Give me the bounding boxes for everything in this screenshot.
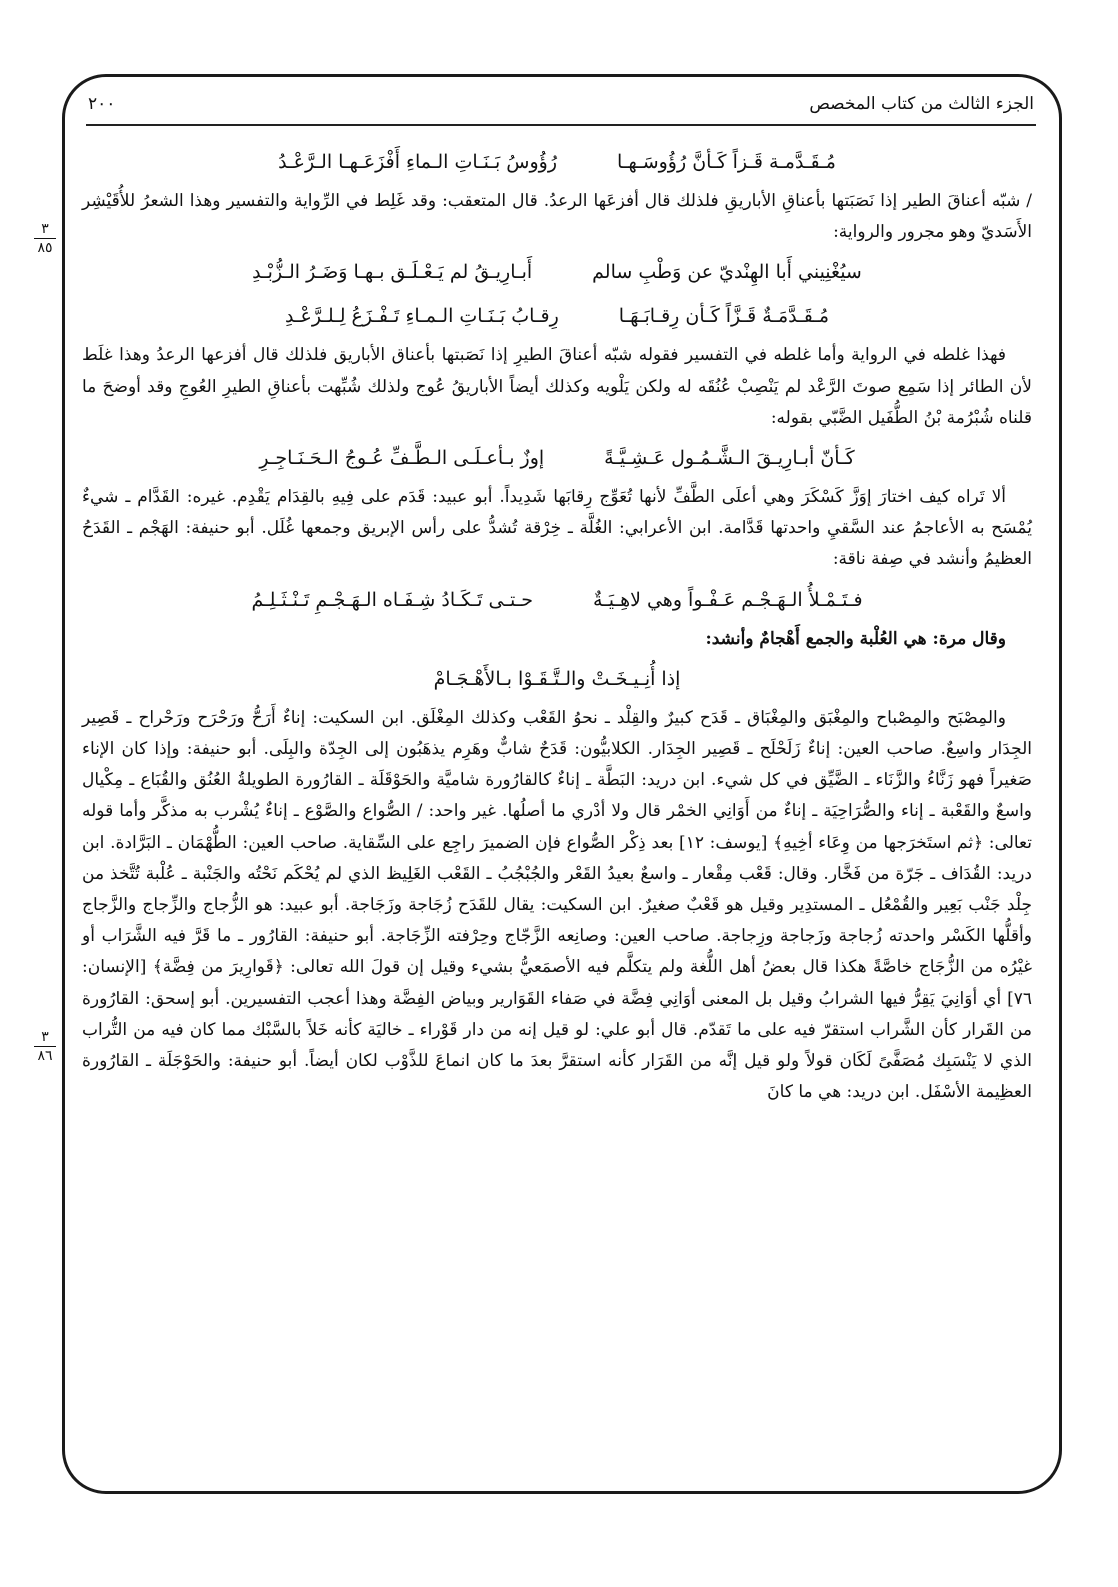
- paragraph: فهذا غلطه في الرواية وأما غلطه في التفسير فقوله شبّه أعناقَ الطيرِ إذا نَصَبتها بأعناق الأباريق فلذلك قال أفزعها الرعدُ وهذا غلَط لأن الطائر إذا سَمِع صوتَ الرَّعْد لم يَنْصِبْ عُنُقَه له ولكن يَلْويه وكذلك أيضاً الأباريقُ عُوج ولذلك شُبِّهت بأعناقِ الطيرِ العُوجِ وقد أوضحَ ما قلناه شُبْرُمة بْنُ الطُّفَيل الضَّبّي بقوله:: [82, 345, 1032, 428]
- verse-line: [82, 580, 1032, 620]
- paragraph: والمِصْبَح والمِصْباح والمِغْبَق والمِغْبَاق ـ قَدَح كبيرٌ والقِلْد ـ نحوُ القَعْب وكذلك المِغْلَق. ابن السكيت: إناءٌ أَرَحُّ ورَحْرَح ورَحْراح ـ قَصِير الجِدَار واسِعٌ. صاحب العين: إناءٌ زَلَحْلَح ـ قَصِير الجِدَار. الكلابيُّون: قَدَحٌ شابٌّ وهَرِم يذهَبُون إلى الجِدّة والبِلَى. أبو حنيفة: وإذا كان الإناء صَغيراً فهو زَنَّاءُ والزَّنَاء ـ الضَّيِّق في كل شيء. ابن دريد: البَطَّة ـ إناءٌ كالقارُورة شاميَّة والحَوْقَلَة ـ القارُورة الطويلةُ العُنُق والقُبَاع ـ مِكْيال واسعٌ والقَعْبة ـ إناء والصُّرَاحِيَة ـ إناءٌ من أَوَانِي الخمْر قال ولا أدْري ما أصلُها. غير واحد: / الصُّواع والصَّوْع ـ إناءٌ يُشْرب به مذكَّر وأما قوله تعالى: ﴿ثم استَخرَجها من وِعَاء أخِيهِ﴾ [يوسف: ١٢] بعد ذِكْر الصُّواع فإن الضميرَ راجِع على السِّقاية. صاحب العين: الطُّهْمَان ـ البَرَّادة. ابن دريد: القُدَاف ـ جَرّة من فَخَّار. وقال: قَعْب مِقْعار ـ واسعٌ بعيدُ القَعْر والجُبْجُبُ ـ القَعْب الغَلِيظ الذي لم يُحْكَم نَحْتُه والجَنْبة ـ عُلْبة تُتَّخذ من جِلْد جَنْب بَعِير والقُمْعُل ـ المستدِير وقيل هو قَعْبٌ صغيرٌ. ابن السكيت: يقال للقَدَح زُجَاجة وزَجَاجة. أبو عبيد: هو الزُّجاج والزِّجاج والزَّجاج وأقلُّها الكَسْر واحدته زُجاجة وزَجاجة وزِجاجة. صاحب العين: وصانِعه الزَّجّاج وحِرْفته الزِّجَاجة. أبو حنيفة: القارُور ـ ما قَرَّ فيه الشَّرَاب أو غيْرُه من الزُّجَاج خاصَّةً هكذا قال بعضُ أهل اللُّغة ولم يتكلَّم فيه الأصمَعيُّ بشيء وقيل إن قولَ الله تعالى: ﴿قَوارِيرَ من فِضَّة﴾ [الإنسان: ٧٦] أي أوَانِيَ يَقِرُّ فيها الشرابُ وقيل بل المعنى أوَانِي فِضَّة في صَفاء القَوَارير وبياض الفِضَّة وهذا أعجب التفسيرين. أبو إسحق: القارُورة من القَرار كأن الشَّراب استقرّ فيه على ما تَقدّم. قال أبو علي: لو قيل إنه من دار قَوْراء ـ خاليَة كأنه خَلاً بالسَّبْك مما كان فيه من التُّراب الذي لا يَنْسَبِك مُصَفَّىً لَكَان قولاً ولو قيل إنَّه من القَرَار كأنه استقرَّ بعدَ ما كان انماعَ للذَّوْب لكان أيضاً. أبو حنيفة: والحَوْجَلَة ـ القارُورة العظِيمة الأسْفَل. ابن دريد: هي ما كانَ: [82, 707, 1032, 1103]
- margin-marker: [34, 1030, 56, 1063]
- verse-hemistich-right: سيُغْنِيني أَبا الهِنْديّ عن وَطْبِ سالم: [592, 261, 862, 284]
- paragraph: / شبّه أعناقَ الطير إذا نَصَبَتها بأعناقِ الأباريقِ فلذلك قال أفزعَها الرعدُ. قال المتعقب: وقد غَلِط في الرِّواية والتفسير وهذا الشعرُ للأُقَيْشِر الأَسَديّ وهو مجرور والرواية:: [82, 191, 1032, 243]
- verse-hemistich-right: مُـقَـدَّمـة قَـزاً كَـأنَّ رُؤُوسَـهـا: [617, 151, 836, 173]
- verse-hemistich-left: حـتـى تَـكَـادُ شِـفَـاه الـهَـجْـمِ تَـنْـثَـلِـمُ: [251, 588, 534, 611]
- marker-volume: ٣: [34, 222, 56, 239]
- verse-hemistich-right: كَـأنّ أبـارِيـقَ الـشَّـمُـول عَـشِـيَّـةً: [604, 447, 855, 470]
- verse-single: إذا أُنِـيـخَـتْ والـتَّـقَـوْا بـالأَهْـجَـامْ: [433, 667, 681, 690]
- running-title: الجزء الثالث من كتاب المخصص: [809, 94, 1034, 114]
- margin-marker: [34, 222, 56, 255]
- verse-hemistich-right: فـتَـمْـلأُ الـهَـجْـم عَـفْـواً وهي لاهِـيَـةٌ: [593, 588, 863, 611]
- verse-hemistich-left: إوزٌ بـأعـلَـى الـطَّـفِّ عُـوجُ الـحَـنَـاجِـرِ: [259, 447, 545, 470]
- verse-hemistich-right: مُـقَـدَّمَـةٌ قَـزَّاً كَـأن رِقـابَـهَـا: [618, 305, 830, 328]
- marker-page: ٨٥: [37, 240, 53, 256]
- header-rule: [86, 124, 1036, 126]
- verse-hemistich-left: رُؤُوسُ بَـنَـاتِ الـماءِ أَفْزَعَـهـا الـرَّعْـدُ: [278, 151, 558, 173]
- page-header: [88, 86, 1034, 122]
- verse-line: [82, 438, 1032, 478]
- verse-hemistich-left: أَبـارِيـقُ لم يَـعْـلَـق بـهـا وَضَـرُ الـزُّبْـدِ: [252, 261, 533, 284]
- page-number: ٢٠٠: [88, 94, 116, 114]
- marker-volume: ٣: [34, 1030, 56, 1047]
- verse-line: [82, 659, 1032, 699]
- page-body: [82, 138, 1032, 1108]
- verse-hemistich-left: رِقـابُ بَـنَـاتِ الـمـاءِ تَـفْـزَعُ لِـلـرَّعْـدِ: [284, 305, 559, 328]
- verse-line: [82, 252, 1032, 292]
- verse-line: [82, 142, 1032, 182]
- marker-page: ٨٦: [37, 1048, 53, 1064]
- paragraph: وقال مرة: هي العُلْبة والجمع أَهْجامٌ وأنشد:: [705, 628, 1006, 649]
- verse-line: [82, 296, 1032, 336]
- paragraph: ألا تَراه كيف اختارَ إوَزَّ كَسْكَرَ وهي أعلَى الطَّفِّ لأنها تُعَوِّج رِقابَها شَدِيداً. أبو عبيد: قَدَم على فِيهِ بالقِدَام يَقْدِم. غيره: القَدَّام ـ شيءٌ يُمْسَح به الأعاجمُ عند السَّقيِ واحدتها قَدَّامة. ابن الأعرابي: الغُلَّة ـ خِرْقة تُشدُّ على رأس الإبريق وجمعها غُلَل. أبو حنيفة: الهَجْم ـ القَدَحُ العظيمُ وأنشد في صِفة ناقة:: [82, 487, 1032, 570]
